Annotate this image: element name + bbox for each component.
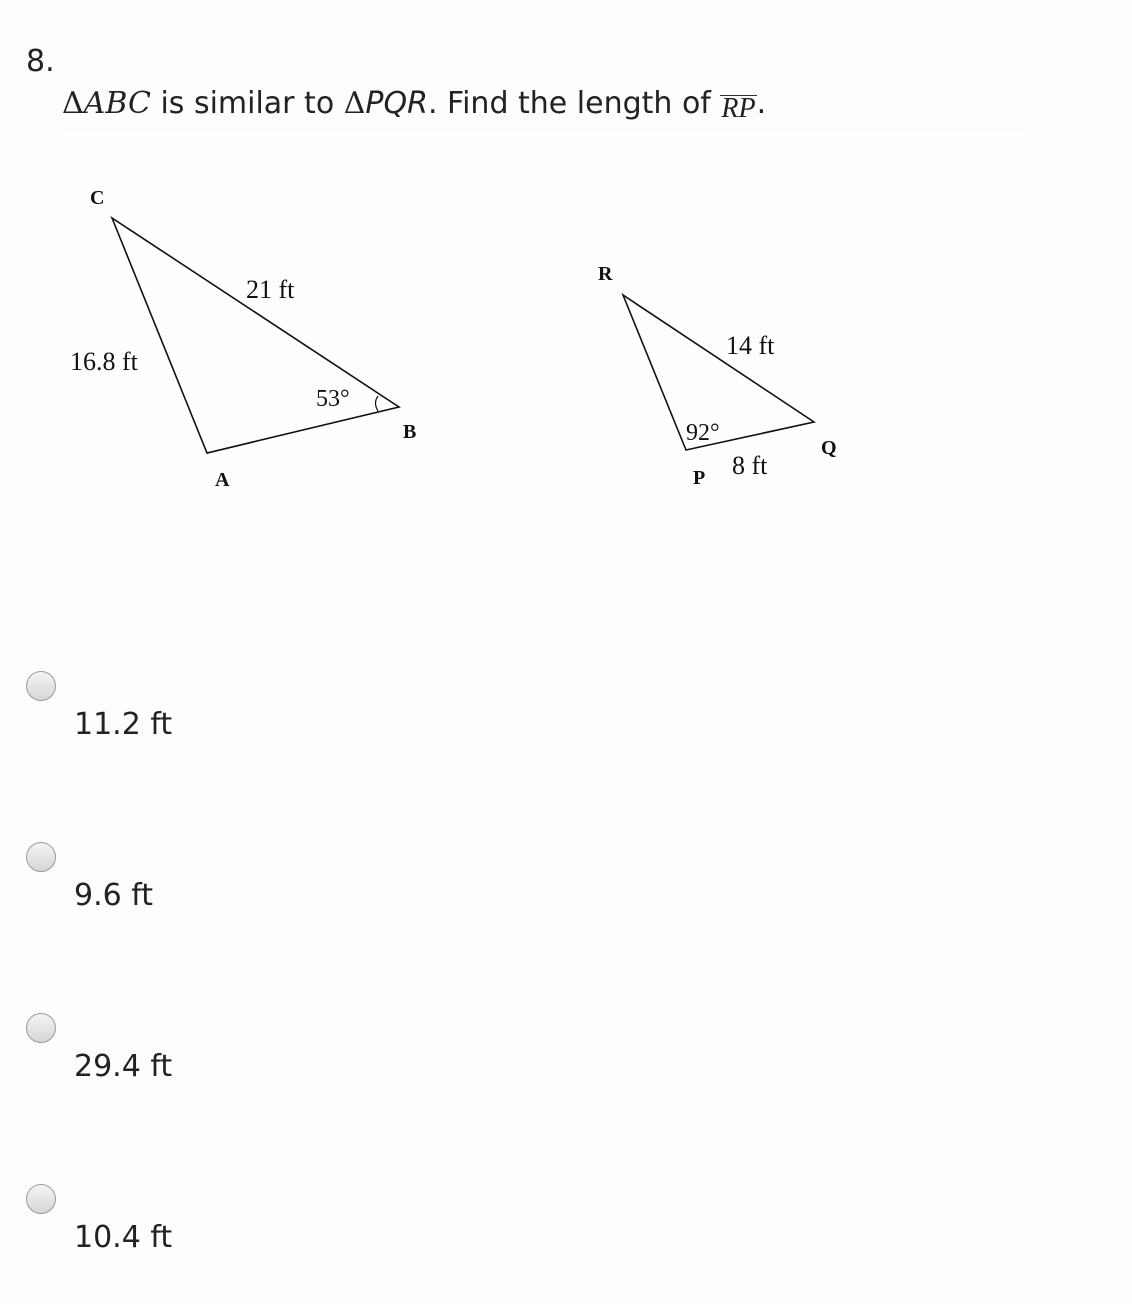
vertex-p-label: P [693,467,706,489]
answer-option-label: 9.6 ft [74,878,154,913]
answer-option-4[interactable] [26,1184,926,1304]
vertex-q-label: Q [821,437,837,459]
triangle-abc [112,218,399,453]
radio-button-4[interactable] [26,1184,56,1214]
angle-b-arc [376,396,379,411]
side-pq-label: 8 ft [732,451,768,480]
answer-option-3[interactable] [26,1013,926,1133]
side-cb-label: 21 ft [246,275,295,304]
vertex-r-label: R [598,263,613,285]
triangles-figure [60,132,1024,590]
triangles-diagram [60,132,1024,590]
side-rq-label: 14 ft [726,331,775,360]
side-ca-label: 16.8 ft [70,347,138,376]
radio-button-3[interactable] [26,1013,56,1043]
answer-option-1[interactable] [26,671,926,791]
answer-option-label: 29.4 ft [74,1049,173,1084]
answer-option-label: 11.2 ft [74,707,173,742]
radio-button-2[interactable] [26,842,56,872]
radio-button-1[interactable] [26,671,56,701]
vertex-b-label: B [403,421,417,443]
prompt-end: . [756,86,767,121]
answer-option-label: 10.4 ft [74,1220,173,1255]
angle-b-label: 53° [316,386,350,412]
vertex-a-label: A [215,469,230,491]
delta-symbol-2: Δ [343,86,366,121]
vertex-c-label: C [90,187,105,209]
angle-p-label: 92° [686,420,720,446]
segment-rp: RP [721,93,756,124]
delta-symbol: Δ [62,86,84,121]
question-number: 8. [26,44,55,79]
similar-text: is similar to [150,86,344,121]
triangle-abc-name: ABC [83,86,151,121]
question-prompt [62,84,766,124]
answer-option-2[interactable] [26,842,926,962]
triangle-pqr-name: PQR [365,86,428,121]
find-text: . Find the length of [427,86,721,121]
